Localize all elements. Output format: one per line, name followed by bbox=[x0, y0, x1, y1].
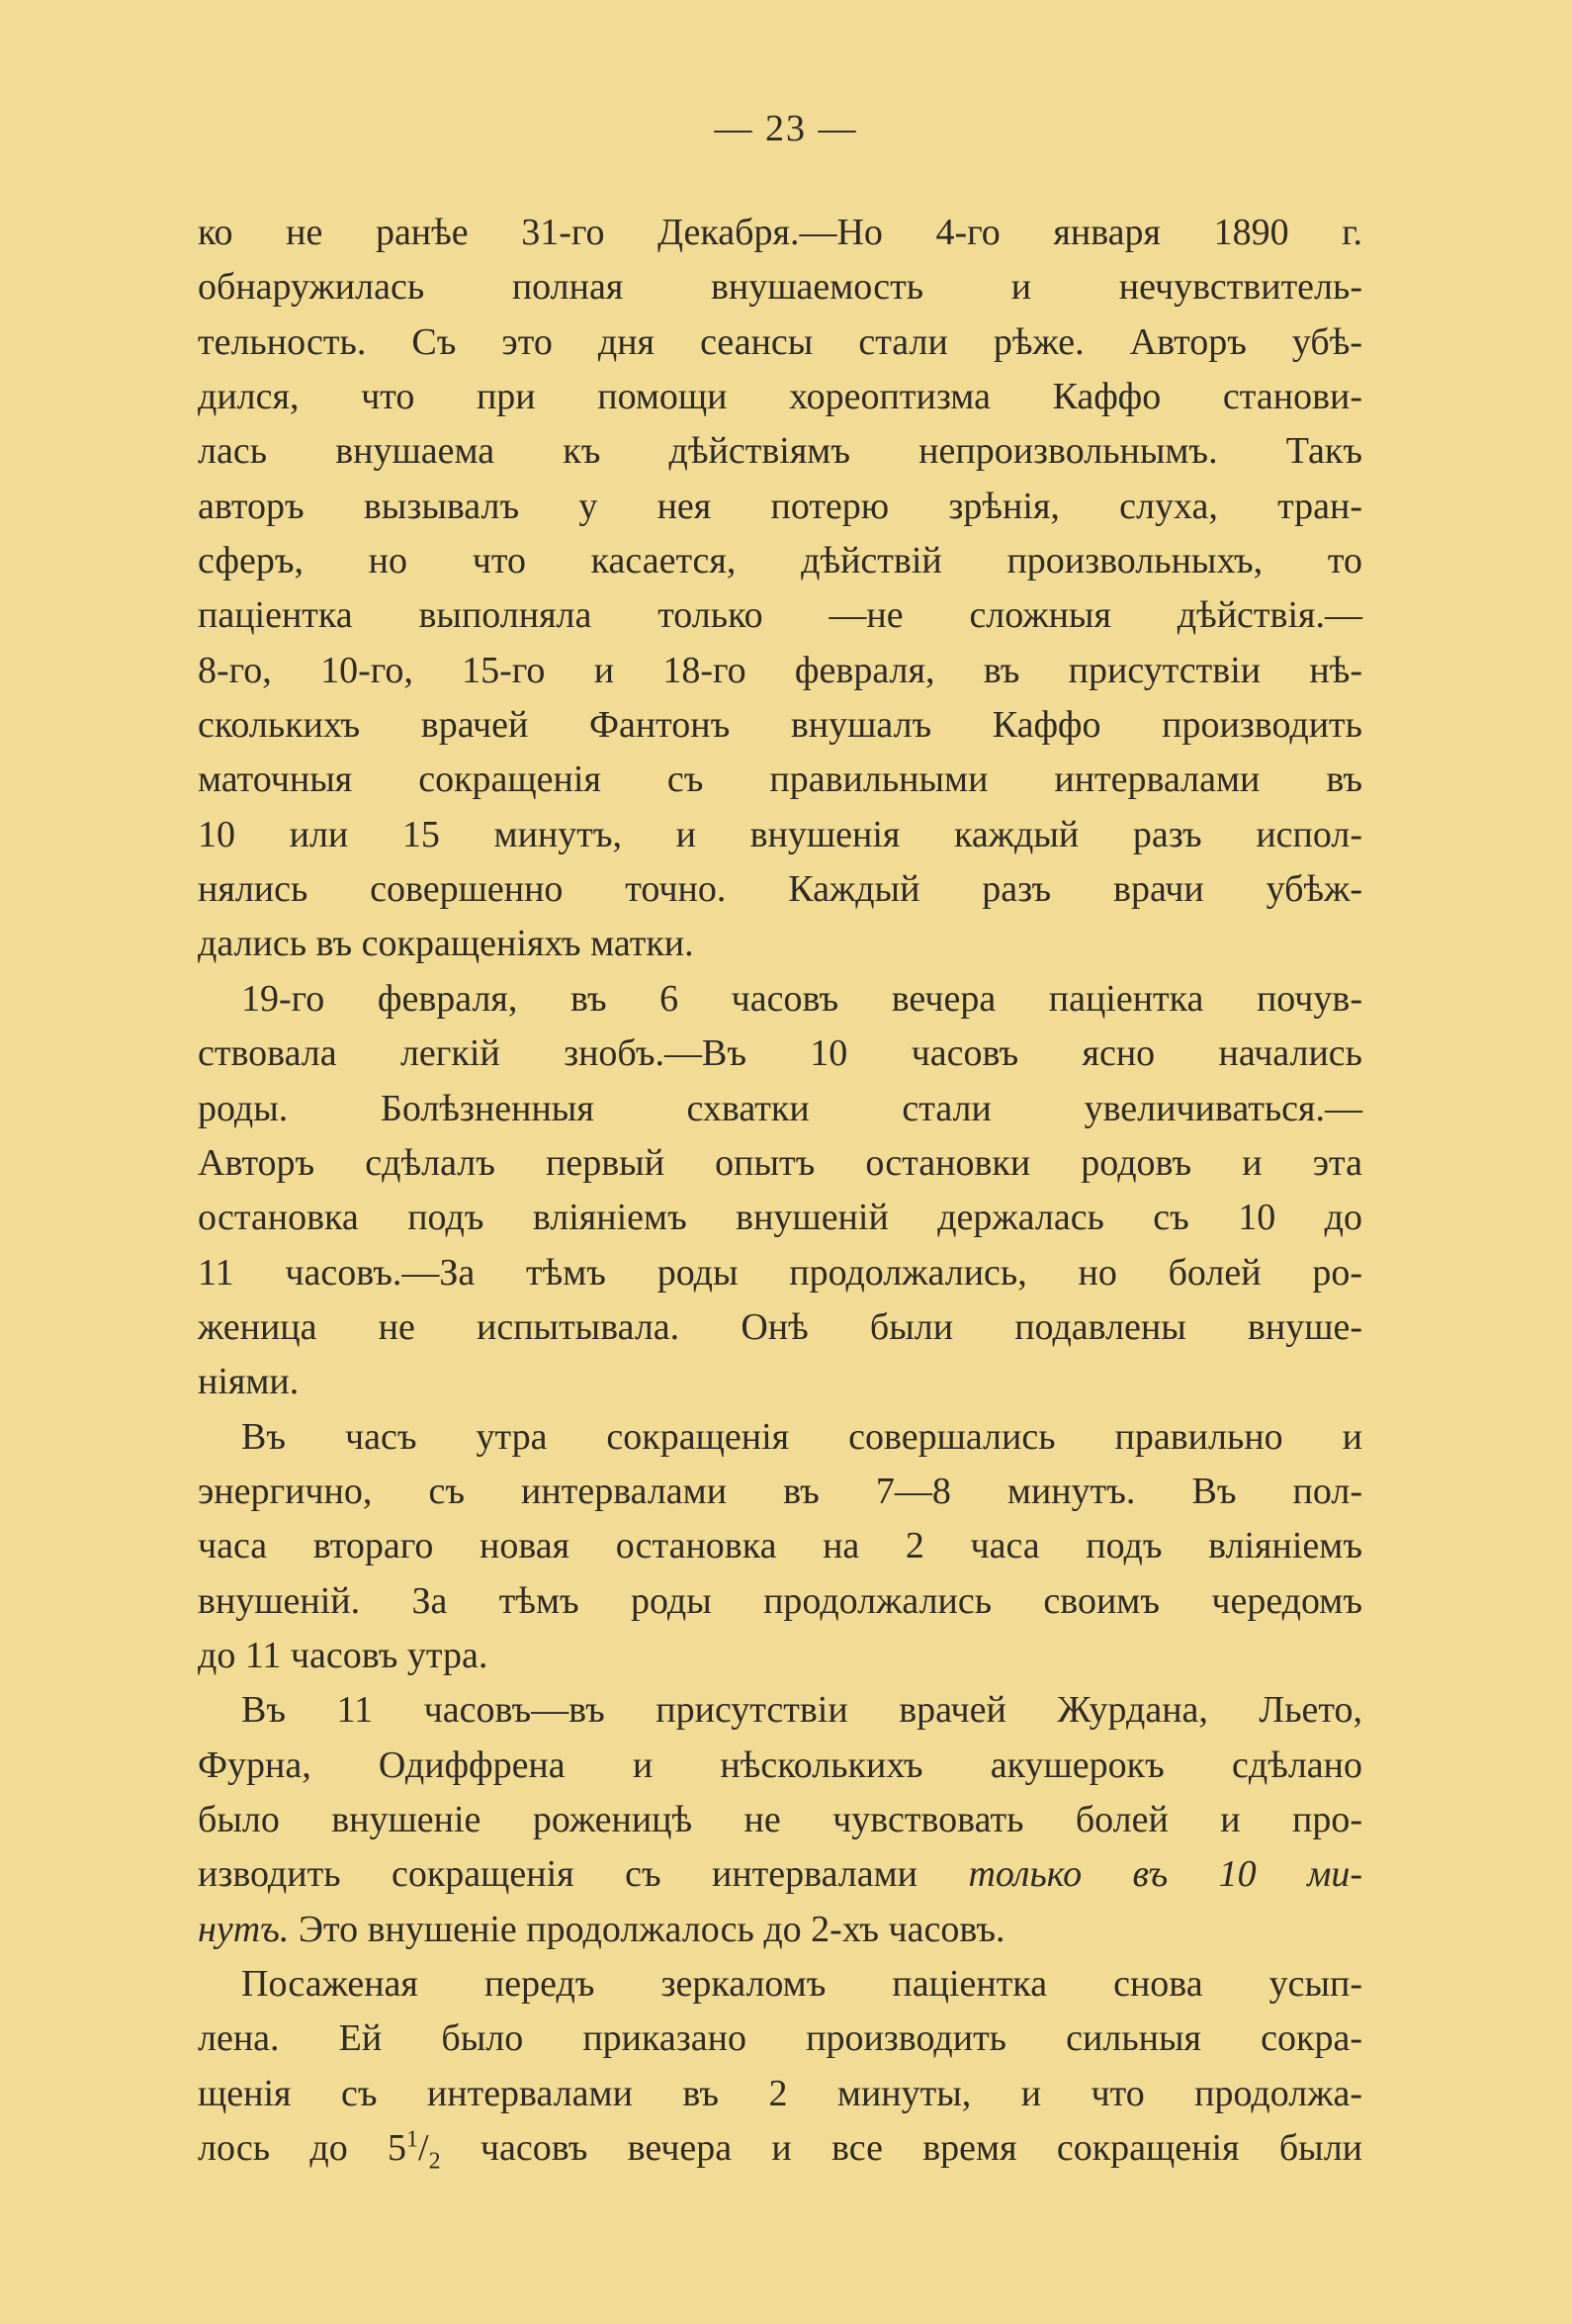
text-line: 11 часовъ.—За тѣмъ роды продолжались, но болей ро- bbox=[198, 1251, 1362, 1294]
text-line: часа втораго новая остановка на 2 часа подъ вліяніемъ bbox=[198, 1525, 1362, 1567]
text-line: Авторъ сдѣлалъ первый опытъ остановки родовъ и эта bbox=[198, 1141, 1362, 1184]
text-segment: Это внушеніе продолжалось до 2-хъ часовъ. bbox=[298, 1908, 1005, 1950]
text-line: 8-го, 10-го, 15-го и 18-го февраля, въ присутствіи нѣ- bbox=[198, 649, 1362, 691]
paragraph-start-line: Въ 11 часовъ—въ присутствіи врачей Журдана, Льето, bbox=[241, 1689, 1362, 1732]
text-line: сколькихъ врачей Фантонъ внушалъ Каффо производить bbox=[198, 704, 1362, 747]
fraction-denominator: 2 bbox=[428, 2148, 441, 2175]
text-line: было внушеніе роженицѣ не чувствовать болей и про- bbox=[198, 1798, 1362, 1840]
text-line: женица не испытывала. Онѣ были подавлены внуше- bbox=[198, 1305, 1362, 1348]
text-line: дился, что при помощи хореоптизма Каффо станови- bbox=[198, 376, 1362, 418]
paragraph-start-line: Въ часъ утра сокращенія совершались правильно и bbox=[241, 1415, 1362, 1458]
paragraph-start-line: Посаженая передъ зеркаломъ паціентка снова усып- bbox=[241, 1963, 1362, 2005]
text-line: нялись совершенно точно. Каждый разъ врачи убѣж- bbox=[198, 868, 1362, 911]
text-line bbox=[198, 1847, 1362, 1902]
text-line: сферъ, но что касается, дѣйствій произвольныхъ, то bbox=[198, 540, 1362, 582]
text-line: 10 или 15 минутъ, и внушенія каждый разъ испол- bbox=[198, 813, 1362, 855]
text-line: Фурна, Одиффрена и нѣсколькихъ акушерокъ сдѣлано bbox=[198, 1743, 1362, 1786]
text-line: лось до $5^1/_2$ часовъ вечера и все время сокращенія были bbox=[198, 2126, 1362, 2175]
text-line: до 11 часовъ утра. bbox=[198, 1634, 488, 1676]
italic-text-segment: только въ 10 ми- bbox=[968, 1853, 1363, 1896]
text-line: роды. Болѣзненныя схватки стали увеличиваться.— bbox=[198, 1087, 1362, 1129]
text-line: щенія съ интервалами въ 2 минуты, и что продолжа- bbox=[198, 2072, 1362, 2114]
text-line: ко не ранѣе 31-го Декабря.—Но 4-го января 1890 г. bbox=[198, 212, 1362, 253]
body-text bbox=[198, 206, 1362, 2176]
text-line: внушеній. За тѣмъ роды продолжались своимъ чередомъ bbox=[198, 1579, 1362, 1622]
text-line: тельность. Съ это дня сеансы стали рѣже. Авторъ убѣ- bbox=[198, 320, 1362, 363]
text-line: дались въ сокращеніяхъ матки. bbox=[198, 923, 694, 965]
text-line bbox=[198, 1903, 1362, 1957]
text-segment: лось до 5 bbox=[198, 2127, 407, 2170]
text-line: лась внушаема къ дѣйствіямъ непроизвольнымъ. Такъ bbox=[198, 430, 1362, 473]
text-line: остановка подъ вліяніемъ внушеній держалась съ 10 до bbox=[198, 1197, 1362, 1239]
text-line: авторъ вызывалъ у нея потерю зрѣнія, слуха, тран- bbox=[198, 485, 1362, 527]
text-line: маточныя сокращенія съ правильными интервалами въ bbox=[198, 759, 1362, 801]
text-line: лена. Ей было приказано производить сильныя сокра- bbox=[198, 2017, 1362, 2060]
text-segment: часовъ вечера и все время сокращенія были bbox=[480, 2127, 1362, 2170]
text-line: ніями. bbox=[198, 1361, 300, 1403]
text-segment: изводить сокращенія съ интервалами bbox=[198, 1853, 918, 1896]
text-line: ствовала легкій знобъ.—Въ 10 часовъ ясно начались bbox=[198, 1032, 1362, 1075]
text-line: паціентка выполняла только —не сложныя дѣйствія.— bbox=[198, 594, 1362, 637]
italic-text-segment: нутъ. bbox=[198, 1908, 290, 1950]
text-line: обнаружилась полная внушаемость и нечувствитель- bbox=[198, 266, 1362, 309]
paragraph-start-line: 19-го февраля, въ 6 часовъ вечера паціентка почув- bbox=[241, 977, 1362, 1020]
text-line: энергично, съ интервалами въ 7—8 минутъ. Въ пол- bbox=[198, 1470, 1362, 1512]
fraction-numerator: 1 bbox=[406, 2126, 419, 2153]
page-number: — 23 — bbox=[714, 108, 858, 149]
